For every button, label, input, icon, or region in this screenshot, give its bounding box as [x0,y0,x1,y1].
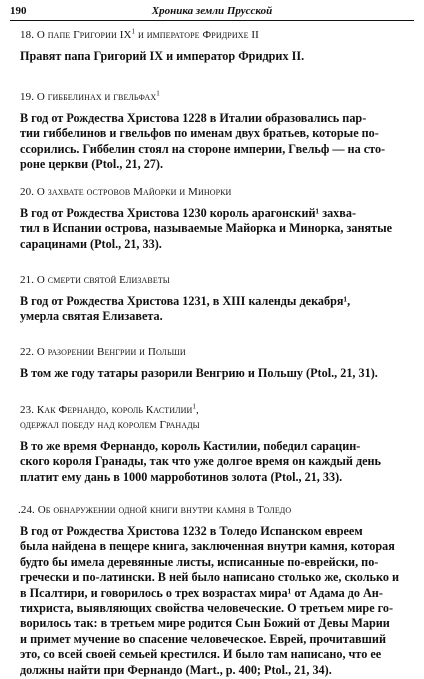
text-line: сарацинами (Ptol., 21, 33). [20,236,162,251]
chapter-22 [20,345,414,381]
chapter-heading: 22. О разорении Венгрии и Польши [20,346,186,358]
chapter-heading: 20. О захвате островов Майорки и Минорки [20,186,232,198]
text-line: будто бы имела деревянные листы, исписанные по-еврейски, по- [20,554,379,569]
chapter-text [20,366,414,381]
chapter-20 [20,185,414,252]
text-line: В то же время Фернандо, король Кастилии, победил сарацин- [20,439,361,453]
text-line: ского короля Гранады, так что уже долгое время он каждый день [20,454,381,469]
chapter-heading: 19. О гиббелинах и гвельфах$^1$ [20,89,160,103]
chapter-heading-line2: одержал победу над королем Гранады [20,419,200,431]
text-line: Правят папа Григорий IX и император Фридрих II. [20,49,305,63]
text-line: платит ему дань в 1000 марроботинов золота (Ptol., 21, 33). [20,469,343,484]
running-title: Хроника земли Прусской [151,5,273,17]
text-line: гречески и по-латински. В ней было написано столько же, сколько и [20,570,400,585]
text-line: ссорились. Гиббелин стоял на стороне империи, Гвельф — на сто- [20,141,386,156]
chapter-heading: 21. О смерти святой Елизаветы [20,274,170,286]
header-rule [10,20,414,21]
chapter-heading: 23. Как Фернандо, король Кастилии$^1$, [20,402,199,416]
chapter-text [20,49,414,64]
chapter-text [20,206,414,252]
text-line: и примет мучение во спасение человеческое. Еврей, прочитавший [20,631,386,646]
chapter-23 [20,403,414,485]
chapter-text [20,439,414,485]
running-head [10,3,414,19]
text-line: была найдена в пещере книга, заключенная внутри камня, которая [20,539,395,554]
text-line: должны найти при Фернандо (Mart., p. 400; Ptol., 21, 34). [20,662,332,677]
text-line: это, со всей своей семьей крестился. И было там написано, что ее [20,647,382,662]
text-line: В год от Рождества Христова 1228 в Италии образовались пар- [20,111,367,125]
chapter-text [20,524,414,678]
text-line: тил в Испании острова, называемые Майорка и Минорка, занятые [20,221,393,236]
chapter-18 [20,28,414,64]
footnote-ref: 1 [192,402,197,411]
page-number: 190 [10,5,27,17]
chapter-heading: .24. Об обнаружении одной книги внутри камня в Толедо [18,504,292,516]
text-line: тии гиббелинов и гвельфов по именам двух братьев, которые по- [20,126,379,141]
text-line: В год от Рождества Христова 1232 в Толедо Испанском евреем [20,524,363,538]
chapter-heading: 18. О папе Григории $IX^1$ и императоре Фридрихе II [20,27,259,41]
chapter-text [20,111,414,173]
footnote-ref: 1 [156,89,160,98]
text-line: умерла святая Елизавета. [20,309,163,324]
text-line: роне церкви (Ptol., 21, 27). [20,157,163,172]
chapter-21 [20,273,414,325]
chapter-19 [20,90,414,173]
text-line: В год от Рождества Христова 1231, в XIII календы декабря¹, [20,294,351,308]
text-line: В год от Рождества Христова 1230 король арагонский¹ захва- [20,206,357,220]
text-line: тихриста, выявляющих свойства человеческие. О третьем мире го- [20,601,394,616]
chapter-text [20,294,414,325]
footnote-ref: 1 [131,27,136,36]
chapter-24 [20,503,414,678]
text-line: ворилось так: в третьем мире родится Сын Божий от Девы Марии [20,616,390,631]
text-line: В том же году татары разорили Венгрию и Польшу (Ptol., 21, 31). [20,366,378,380]
text-line: в Псалтири, и говорилось о трех возрастах мира¹ от Адама до Ан- [20,585,383,600]
